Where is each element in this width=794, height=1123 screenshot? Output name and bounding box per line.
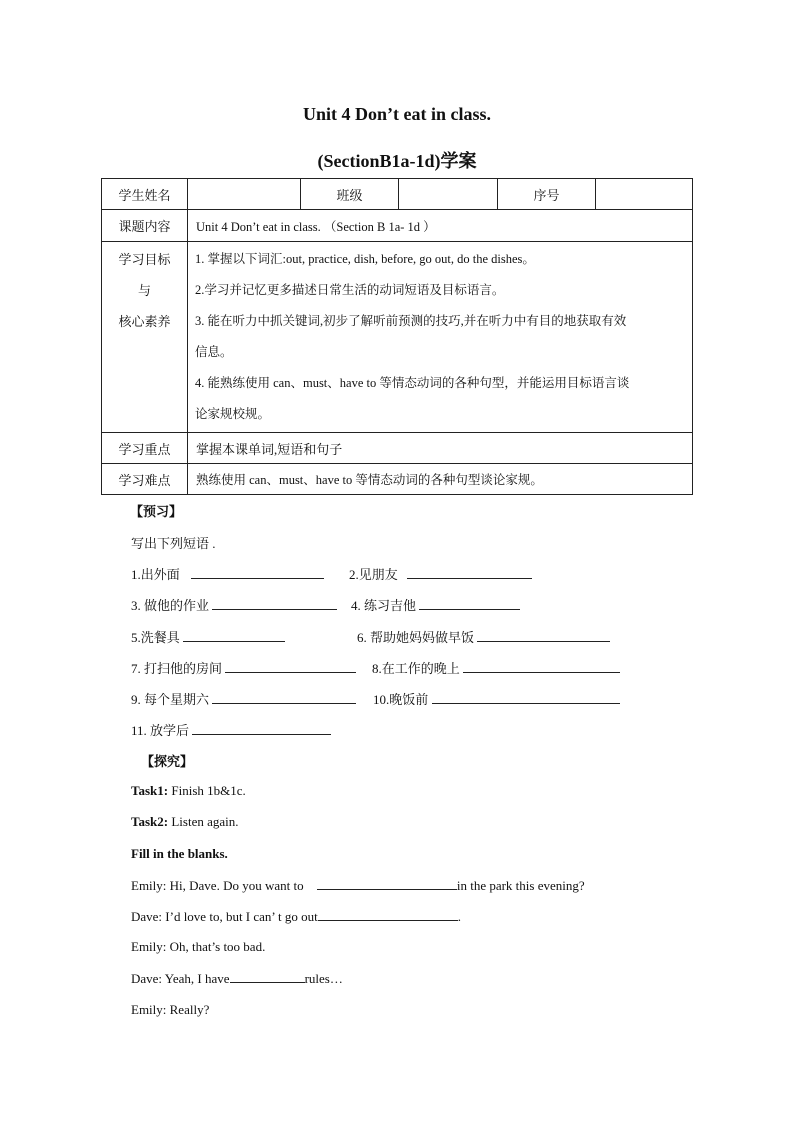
phrase-label: 7. 打扫他的房间	[131, 661, 223, 676]
preview-heading: 【预习】	[130, 504, 183, 519]
answer-blank[interactable]	[318, 908, 458, 921]
answer-blank[interactable]	[477, 629, 610, 642]
student-name-field[interactable]	[188, 179, 301, 210]
phrase-item-6	[357, 627, 610, 646]
answer-blank[interactable]	[317, 877, 457, 890]
answer-blank[interactable]	[230, 970, 305, 983]
phrase-item-2	[349, 564, 532, 583]
dialog-text: Emily: Hi, Dave. Do you want to	[131, 878, 304, 893]
phrase-label: 1.出外面	[131, 567, 180, 582]
worksheet-title: Unit 4 Don’t eat in class.	[303, 104, 491, 124]
explore-heading: 【探究】	[141, 754, 194, 769]
answer-blank[interactable]	[463, 660, 620, 673]
dialog-line-4	[131, 970, 343, 987]
goal-line: 3. 能在听力中抓关键词,初步了解听前预测的技巧,并在听力中有目的地获取有效	[195, 314, 627, 328]
dialog-text: rules…	[304, 971, 343, 986]
class-label: 班级	[301, 179, 399, 210]
table-row	[102, 433, 693, 464]
phrase-item-8	[372, 658, 620, 677]
key-points-value: 掌握本课单词,短语和句子	[188, 433, 693, 464]
table-row	[102, 179, 693, 210]
answer-blank[interactable]	[191, 566, 324, 579]
table-row	[102, 464, 693, 495]
phrase-item-10	[373, 689, 620, 708]
dialog-line-3: Emily: Oh, that’s too bad.	[131, 939, 266, 954]
dialog-text: Dave: I’d love to, but I can’ t go out	[131, 909, 318, 924]
topic-label: 课题内容	[102, 210, 188, 242]
answer-blank[interactable]	[432, 691, 620, 704]
phrase-label: 6. 帮助她妈妈做早饭	[357, 630, 475, 645]
phrase-label: 10.晚饭前	[373, 692, 429, 707]
goals-label-line: 与	[137, 283, 151, 298]
goals-content	[188, 242, 693, 433]
task1-line	[131, 783, 246, 799]
phrase-label: 2.见朋友	[349, 567, 398, 582]
class-field[interactable]	[399, 179, 498, 210]
answer-blank[interactable]	[419, 597, 520, 610]
phrase-label: 8.在工作的晚上	[372, 661, 460, 676]
preview-instruction: 写出下列短语 .	[131, 536, 216, 551]
seat-number-field[interactable]	[596, 179, 693, 210]
goals-label-line: 学习目标	[118, 252, 171, 267]
answer-blank[interactable]	[183, 629, 285, 642]
task2-text: Listen again.	[168, 814, 239, 829]
answer-blank[interactable]	[407, 566, 532, 579]
phrase-label: 11. 放学后	[131, 723, 190, 738]
worksheet-subtitle: (SectionB1a-1d)学案	[317, 151, 477, 171]
dialog-line-2	[131, 908, 461, 925]
answer-blank[interactable]	[192, 722, 331, 735]
answer-blank[interactable]	[225, 660, 356, 673]
fill-blanks-heading: Fill in the blanks.	[131, 846, 228, 861]
table-row	[102, 210, 693, 242]
dialog-line-1	[131, 877, 585, 894]
phrase-item-9	[131, 689, 356, 708]
phrase-label: 4. 练习吉他	[351, 598, 417, 613]
phrase-item-4	[351, 595, 520, 614]
goal-line: 信息。	[195, 345, 233, 359]
difficulty-value: 熟练使用 can、must、have to 等情态动词的各种句型谈论家规。	[188, 464, 693, 495]
info-table	[101, 178, 693, 495]
phrase-item-1	[131, 564, 324, 583]
goal-line: 论家规校规。	[195, 407, 271, 421]
key-points-label: 学习重点	[102, 433, 188, 464]
phrase-label: 9. 每个星期六	[131, 692, 210, 707]
topic-value: Unit 4 Don’t eat in class. （Section B 1a- 1d ）	[188, 210, 693, 242]
task1-text: Finish 1b&1c.	[168, 783, 246, 798]
phrase-item-3	[131, 595, 337, 614]
seat-number-label: 序号	[498, 179, 596, 210]
task2-label: Task2:	[131, 814, 169, 829]
goals-label	[102, 242, 188, 433]
phrase-item-5	[131, 627, 285, 646]
dialog-text: .	[457, 909, 462, 924]
task1-label: Task1:	[131, 783, 169, 798]
phrase-label: 3. 做他的作业	[131, 598, 210, 613]
phrase-label: 5.洗餐具	[131, 630, 180, 645]
student-name-label: 学生姓名	[102, 179, 188, 210]
goals-label-line: 核心素养	[118, 314, 171, 329]
answer-blank[interactable]	[212, 691, 356, 704]
phrase-item-11	[131, 720, 331, 739]
goal-line: 1. 掌握以下词汇:out, practice, dish, before, go out, do the dishes。	[195, 252, 535, 266]
table-row	[102, 242, 693, 433]
goal-line: 2.学习并记忆更多描述日常生活的动词短语及目标语言。	[195, 283, 505, 297]
dialog-text: Dave: Yeah, I have	[131, 971, 230, 986]
phrase-item-7	[131, 658, 356, 677]
answer-blank[interactable]	[212, 597, 337, 610]
dialog-text: in the park this evening?	[456, 878, 585, 893]
difficulty-label: 学习难点	[102, 464, 188, 495]
goal-line: 4. 能熟练使用 can、must、have to 等情态动词的各种句型，并能运用目标语言谈	[195, 376, 630, 390]
task2-line	[131, 814, 239, 830]
dialog-line-5: Emily: Really?	[131, 1002, 210, 1017]
